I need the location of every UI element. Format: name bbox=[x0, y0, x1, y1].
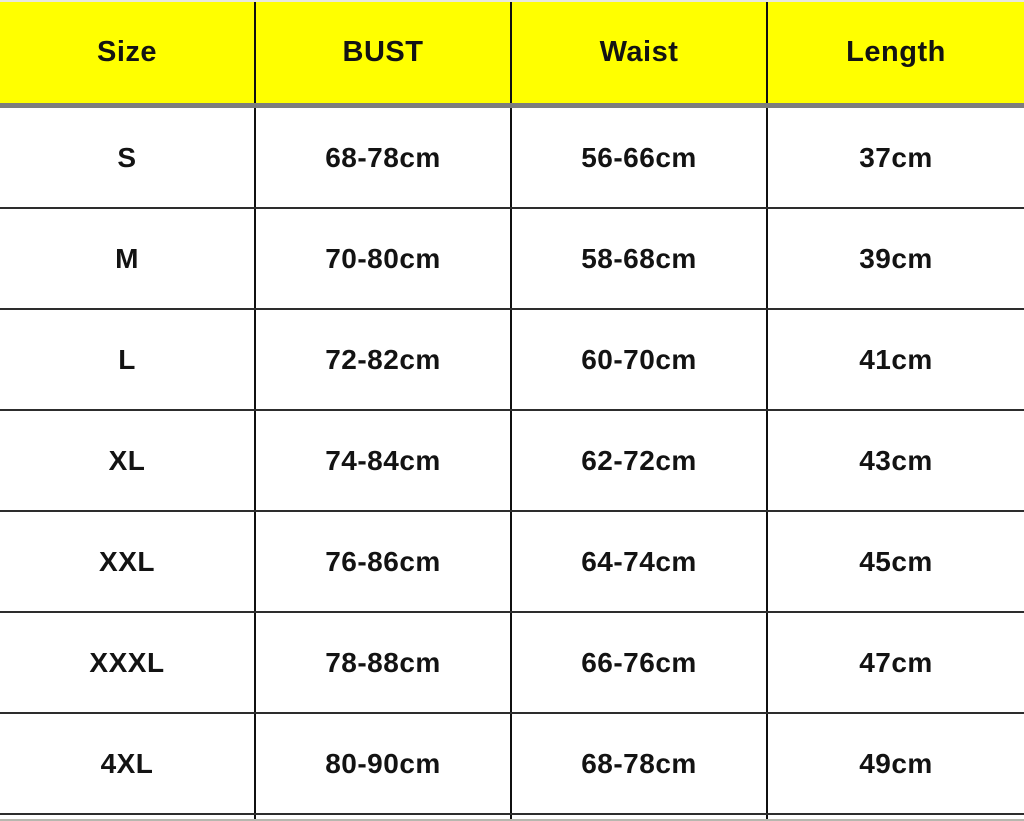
cell-length: 45cm bbox=[859, 545, 933, 577]
table-row bbox=[0, 209, 1024, 310]
cell-size: L bbox=[0, 310, 256, 409]
cell-length: 49cm bbox=[859, 747, 933, 779]
cell-bust: 76-86cm bbox=[256, 512, 512, 611]
header-cell-bust: BUST bbox=[256, 2, 512, 103]
cell-waist: 56-66cm bbox=[512, 108, 768, 207]
cell-size: XL bbox=[0, 411, 256, 510]
cell-size: 4XL bbox=[0, 714, 256, 813]
table-row bbox=[0, 613, 1024, 714]
cell-length: 47cm bbox=[859, 646, 933, 678]
table-row bbox=[0, 108, 1024, 209]
cell-size: XXL bbox=[0, 512, 256, 611]
header-row bbox=[0, 2, 1024, 108]
partial-next-row-strip bbox=[0, 815, 1024, 821]
header-cell-length: Length bbox=[846, 36, 946, 68]
cell-length: 43cm bbox=[859, 444, 933, 476]
table-row bbox=[0, 310, 1024, 411]
table-row bbox=[0, 714, 1024, 815]
cell-bust: 74-84cm bbox=[256, 411, 512, 510]
cell-waist: 68-78cm bbox=[512, 714, 768, 813]
table-row bbox=[0, 411, 1024, 512]
cell-bust: 70-80cm bbox=[256, 209, 512, 308]
cell-size: XXXL bbox=[0, 613, 256, 712]
table-row bbox=[0, 512, 1024, 613]
cell-bust: 80-90cm bbox=[256, 714, 512, 813]
header-cell-waist: Waist bbox=[512, 2, 768, 103]
cell-size: S bbox=[0, 108, 256, 207]
cell-length: 37cm bbox=[859, 141, 933, 173]
cell-size: M bbox=[0, 209, 256, 308]
cell-length: 39cm bbox=[859, 242, 933, 274]
cell-waist: 58-68cm bbox=[512, 209, 768, 308]
cell-waist: 64-74cm bbox=[512, 512, 768, 611]
cell-waist: 62-72cm bbox=[512, 411, 768, 510]
cell-length: 41cm bbox=[859, 343, 933, 375]
cell-bust: 72-82cm bbox=[256, 310, 512, 409]
cell-waist: 66-76cm bbox=[512, 613, 768, 712]
cell-waist: 60-70cm bbox=[512, 310, 768, 409]
cell-bust: 78-88cm bbox=[256, 613, 512, 712]
cell-bust: 68-78cm bbox=[256, 108, 512, 207]
header-cell-size: Size bbox=[0, 2, 256, 103]
